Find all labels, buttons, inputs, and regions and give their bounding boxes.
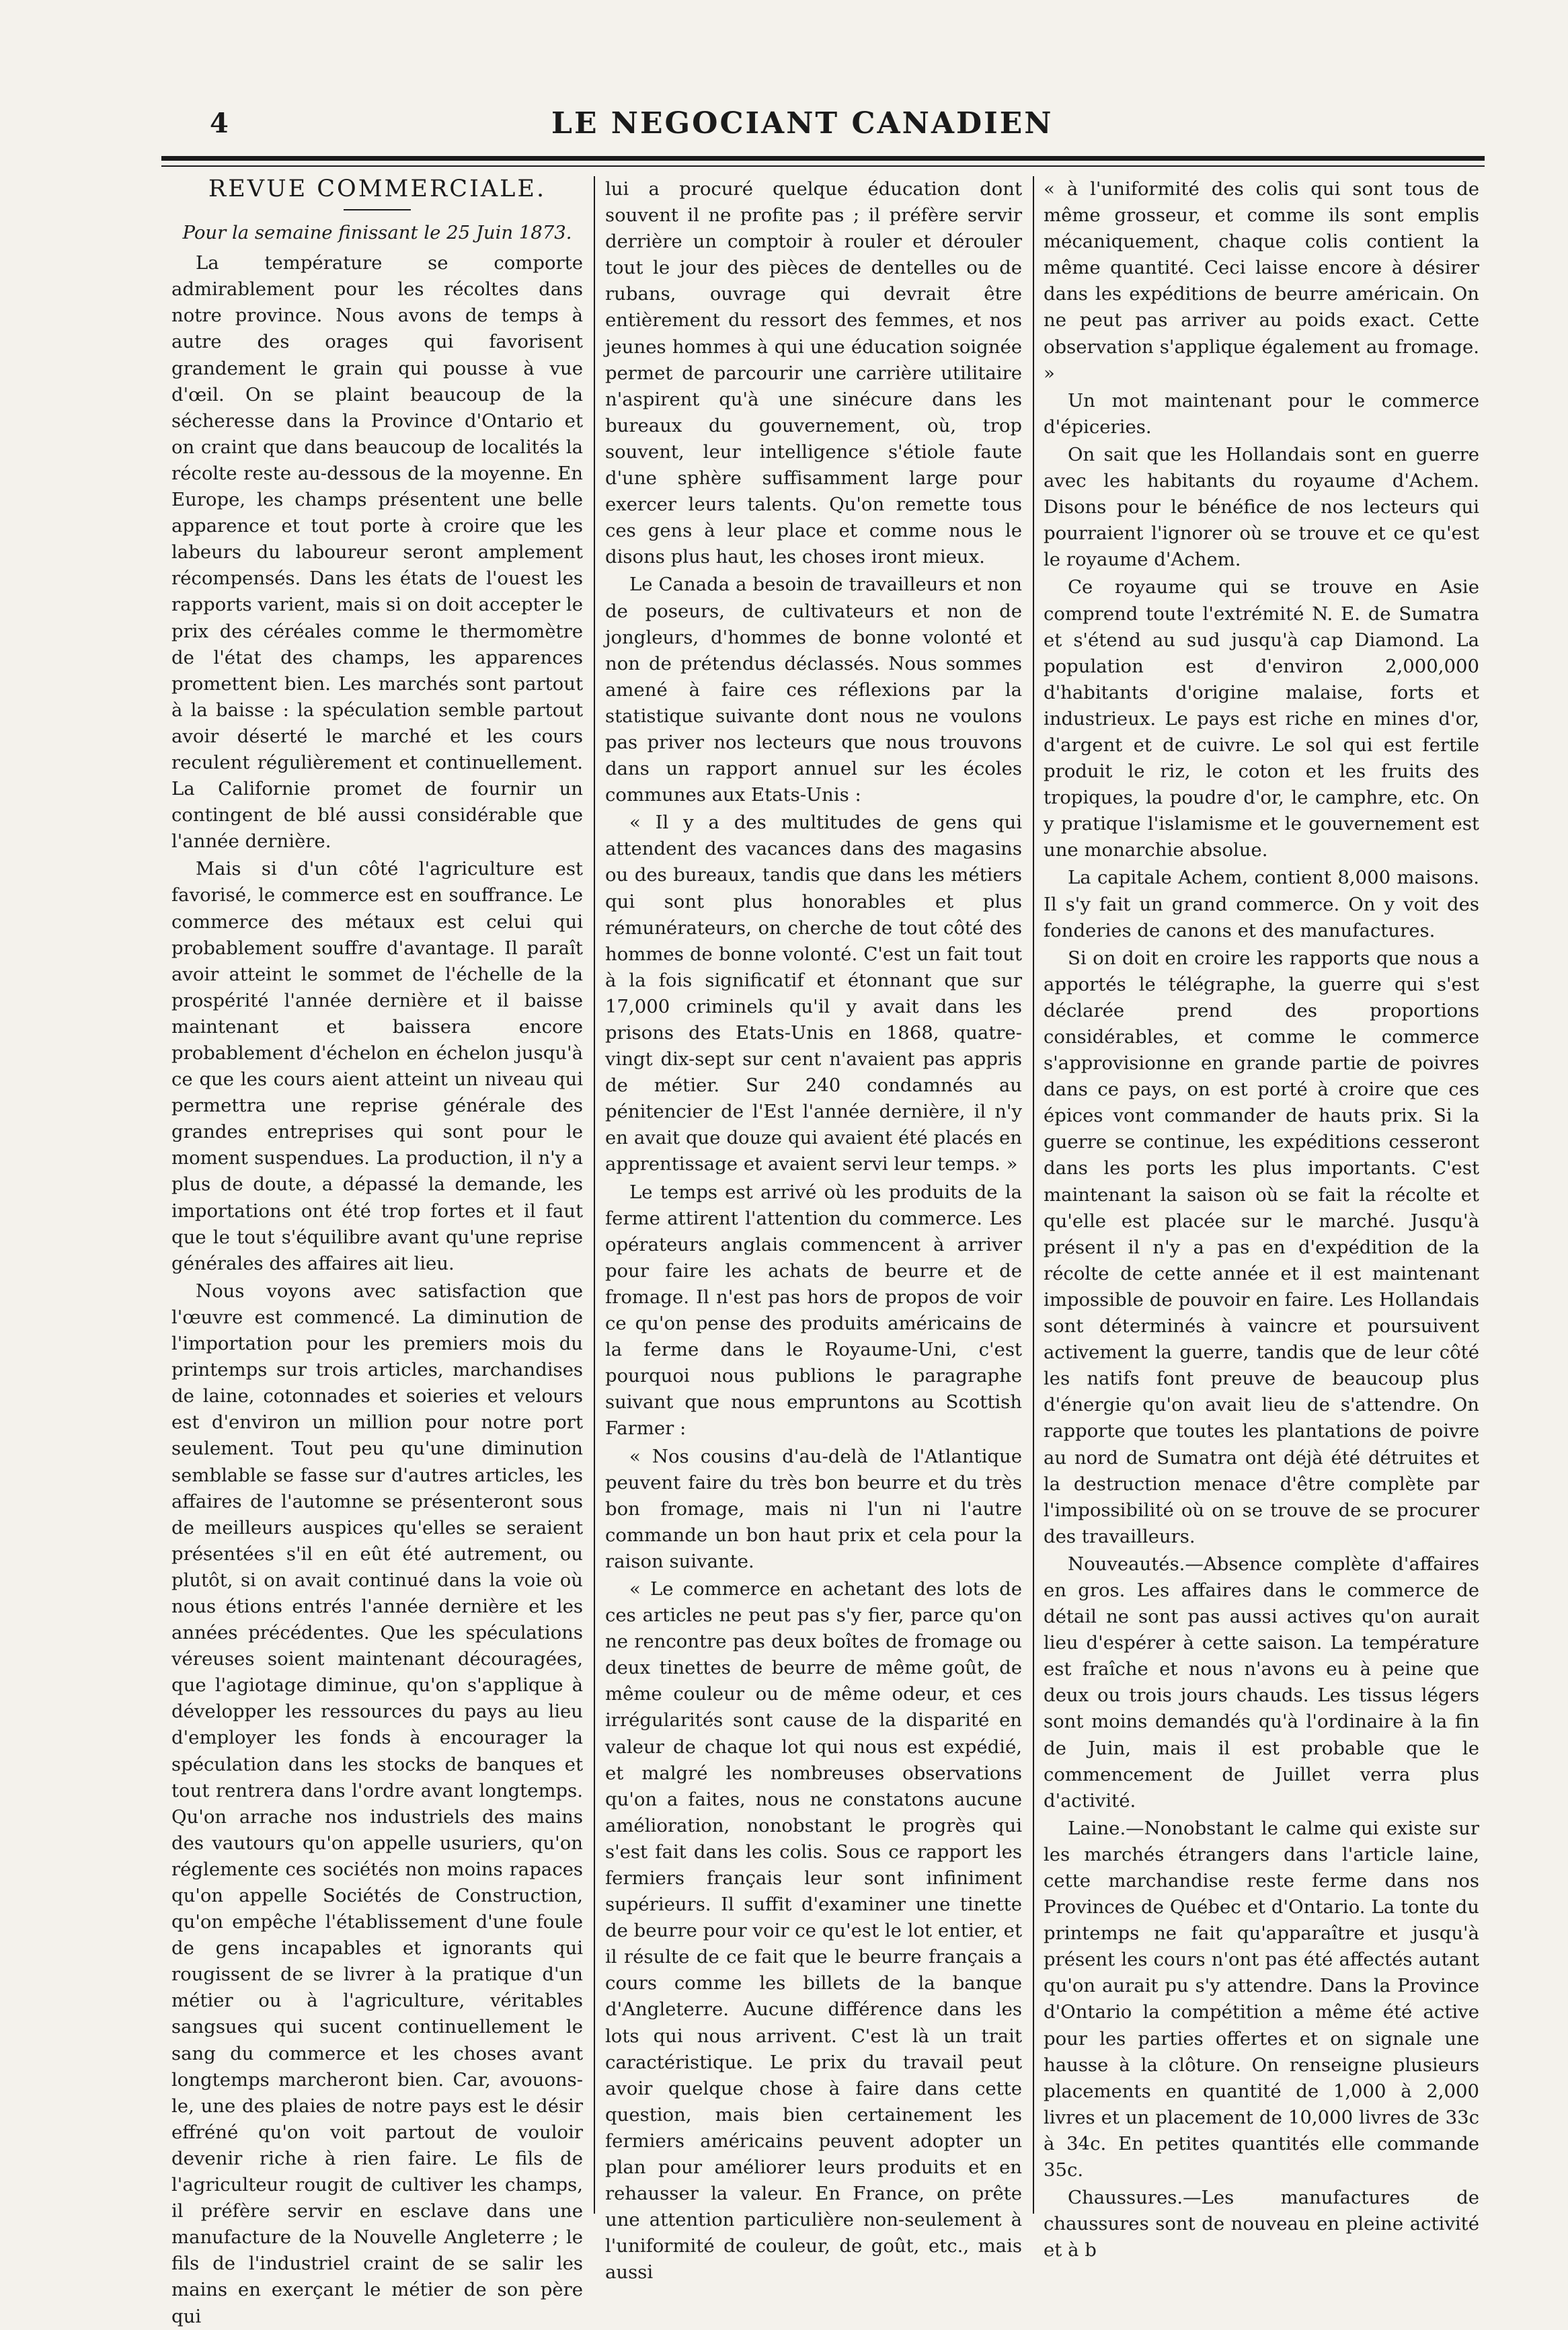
quote-paragraph: « Nos cousins d'au-delà de l'Atlantique peuvent faire du très bon beurre et du très bon fromage, mais ni l'un ni l'autre commande un bon haut prix et cela pour la raison suivante. (605, 1445, 1022, 1572)
paragraph: lui a procuré quelque éducation dont souvent il ne profite pas ; il préfère servir derrière un comptoir à rouler et dérouler tout le jour des pièces de dentelles ou de rubans, ouvrage qui devrait être entièrement du ressort des femmes, et nos jeunes hommes à qui une éducation soignée permet de parcourir une carrière utilitaire n'aspirent qu'à une sinécure dans les bureaux du gouvernement, où, trop souvent, leur intelligence s'étiole faute d'une sphère suffisamment large pour exercer leurs talents. Qu'on remette tous ces gens à leur place et comme nous le disons plus haut, les choses iront mieux. (605, 178, 1022, 568)
quote-paragraph: « Le commerce en achetant des lots de ces articles ne peut pas s'y fier, parce qu'on ne rencontre pas deux boîtes de fromage ou deux tinettes de beurre de même goût, de même couleur ou de même odeur, et ces irrégularités sont cause de la disparité en valeur de chaque lot qui nous est expédié, et malgré les nombreuses observations qu'on a faites, nous ne constatons aucune amélioration, nonobstant le progrès qui s'est fait dans les colis. Sous ce rapport les fermiers français leur sont infiniment supérieurs. Il suffit d'examiner une tinette de beurre pour voir ce qu'est le lot entier, et il résulte de ce fait que le beurre français a cours comme les billets de la banque d'Angleterre. Aucune différence dans les lots qui nous arrivent. C'est là un trait caractéristique. Le prix du travail peut avoir quelque chose à faire dans cette question, mais bien certainement les fermiers américains peuvent adopter un plan pour améliorer leurs produits et en rehausser la valeur. En France, on prête une attention particulière non-seulement à l'uniformité de couleur, de goût, etc., mais aussi (605, 1578, 1022, 2284)
column-1 (171, 176, 583, 2327)
paragraph: Nous voyons avec satisfaction que l'œuvre est commencé. La diminution de l'importation pour les premiers mois du printemps sur trois articles, marchandises de laine, cotonnades et soieries et velours est d'environ un million pour notre port seulement. Tout peu qu'une diminution semblable se fasse sur d'autres articles, les affaires de l'automne se présenteront sous de meilleurs auspices qu'elles se seraient présentées s'il en eût été autrement, ou plutôt, si on avait continué dans la voie où nous étions entrés l'année dernière et les années précédentes. Que les spéculations véreuses soient maintenant découragées, que l'agiotage diminue, qu'on s'applique à développer les ressources du pays au lieu d'employer les fonds à encourager la spéculation dans les stocks de banques et tout rentrera dans l'ordre avant longtemps. Qu'on arrache nos industriels des mains des vautours qu'on appelle usuriers, qu'on réglemente ces sociétés non moins rapaces qu'on appelle Sociétés de Construction, qu'on empêche l'établissement d'une foule de gens incapables et ignorants qui rougissent de se livrer à la pratique d'un métier ou à l'agriculture, véritables sangsues qui sucent continuellement le sang du commerce et les choses avant longtemps marcheront bien. Car, avouons-le, une des plaies de notre pays est le désir effréné qu'on voit partout de vouloir devenir riche à rien faire. Le fils de l'agriculteur rougit de cultiver les champs, il préfère servir en esclave dans une manufacture de la Nouvelle Angleterre ; le fils de l'industriel craint de se salir les mains en exerçant le métier de son père qui (171, 1280, 583, 2327)
title-rule (344, 209, 411, 210)
paragraph: La capitale Achem, contient 8,000 maisons. Il s'y fait un grand commerce. On y voit des fonderies de canons et des manufactures. (1044, 867, 1479, 941)
column-divider-1 (594, 176, 595, 2214)
paragraph: Le Canada a besoin de travailleurs et non de poseurs, de cultivateurs et non de jongleurs, d'hommes de bonne volonté et non de prétendus déclassés. Nous sommes amené à faire ces réflexions par la statistique suivante dont nous ne voulons pas priver nos lecteurs que nous trouvons dans un rapport annuel sur les écoles communes aux Etats-Unis : (605, 574, 1022, 806)
column-3 (1044, 176, 1479, 2261)
quote-paragraph: « Il y a des multitudes de gens qui attendent des vacances dans des magasins ou des bureaux, tandis que dans les métiers qui sont plus honorables et plus rémunérateurs, on cherche de tout côté des hommes de bonne volonté. C'est un fait tout à la fois significatif et étonnant que sur 17,000 criminels qu'il y avait dans les prisons des Etats-Unis en 1868, quatre-vingt dix-sept sur cent n'avaient pas appris de métier. Sur 240 condamnés au pénitencier de l'Est l'année dernière, il n'y en avait que douze qui avaient été placés en apprentissage et avaient servi leur temps. » (605, 812, 1022, 1175)
market-paragraph-nouveautes: Nouveautés.—Absence complète d'affaires en gros. Les affaires dans le commerce de détail ne sont pas aussi actives qu'on aurait lieu d'espérer à cette saison. La température est fraîche et nous n'avons eu à peine que deux ou trois jours chauds. Les tissus légers sont moins demandés qu'à l'ordinaire à la fin de Juin, mais il est probable que le commencement de Juillet verra plus d'activité. (1044, 1553, 1479, 1812)
paragraph: Le temps est arrivé où les produits de la ferme attirent l'attention du commerce. Les opérateurs anglais commencent à arriver pour faire les achats de beurre et de fromage. Il n'est pas hors de propos de voir ce qu'on pense des produits américains de la ferme dans le Royaume-Uni, c'est pourquoi nous publions le paragraphe suivant que nous empruntons au Scottish Farmer : (605, 1181, 1022, 1440)
masthead: LE NEGOCIANT CANADIEN (551, 106, 1054, 141)
paragraph: Un mot maintenant pour le commerce d'épiceries. (1044, 389, 1479, 438)
article-subtitle: Pour la semaine finissant le 25 Juin 1873. (182, 222, 572, 244)
market-paragraph-chaussures: Chaussures.—Les manufactures de chaussures sont de nouveau en pleine activité et à b (1044, 2187, 1479, 2261)
column-2 (605, 176, 1022, 2284)
header-rule-thin (161, 165, 1485, 167)
paragraph: La température se comporte admirablement pour les récoltes dans notre province. Nous avons de temps à autre des orages qui favorisent grandement le grain qui pousse à vue d'œil. On se plaint beaucoup de la sécheresse dans la Province d'Ontario et on craint que dans beaucoup de localités la récolte reste au-dessous de la moyenne. En Europe, les champs présentent une belle apparence et tout porte à croire que les labeurs du laboureur seront amplement récompensés. Dans les états de l'ouest les rapports varient, mais si on doit accepter le prix des céréales comme le thermomètre de l'état des champs, les apparences promettent bien. Les marchés sont partout à la baisse : la spéculation semble partout avoir déserté le marché et les cours reculent régulièrement et continuellement. La Californie promet de fournir un contingent de blé aussi considérable que l'année dernière. (171, 252, 583, 853)
paragraph: Ce royaume qui se trouve en Asie comprend toute l'extrémité N. E. de Sumatra et s'étend au sud jusqu'à cap Diamond. La population est d'environ 2,000,000 d'habitants d'origine malaise, forts et industrieux. Le pays est riche en mines d'or, d'argent et de cuivre. Le sol qui est fertile produit le riz, le coton et les fruits des tropiques, la poudre d'or, le camphre, etc. On y pratique l'islamisme et le gouvernement est une monarchie absolue. (1044, 576, 1479, 861)
market-paragraph-laine: Laine.—Nonobstant le calme qui existe sur les marchés étrangers dans l'article laine, cette marchandise reste ferme dans nos Provinces de Québec et d'Ontario. La tonte du printemps ne fait qu'apparaître et jusqu'à présent les cours n'ont pas été affectés autant qu'on aurait pu s'y attendre. Dans la Province d'Ontario la compétition a même été active pour les parties offertes et on signale une hausse à la clôture. On renseigne plusieurs placements en quantité de 1,000 à 2,000 livres et un placement de 10,000 livres de 33c à 34c. En petites quantités elle commande 35c. (1044, 1817, 1479, 2181)
article-title: REVUE COMMERCIALE. (208, 176, 547, 202)
column-divider-2 (1033, 176, 1034, 2214)
header-rule-thick (161, 156, 1485, 161)
paragraph: Si on doit en croire les rapports que nous a apportés le télégraphe, la guerre qui s'est déclarée prend des proportions considérables, et comme le commerce s'approvisionne en grande partie de poivres dans ce pays, on est porté à croire que ces épices vont commander de hauts prix. Si la guerre se continue, les expéditions cesseront dans les ports les plus importants. C'est maintenant la saison où se fait la récolte et qu'elle est placée sur le marché. Jusqu'à présent il n'y a pas en d'expédition de la récolte de cette année et il est maintenant impossible de pouvoir en faire. Les Hollandais sont déterminés à vaincre et poursuivent activement la guerre, tandis que de leur côté les natifs font preuve de beaucoup plus d'énergie qu'on avait lieu de s'attendre. On rapporte que toutes les plantations de poivre au nord de Sumatra ont déjà été détruites et la destruction menace d'être complète par l'impossibilité où on se trouve de se procurer des travailleurs. (1044, 947, 1479, 1547)
paragraph: On sait que les Hollandais sont en guerre avec les habitants du royaume d'Achem. Disons pour le bénéfice de nos lecteurs qui pourraient l'ignorer où se trouve et ce qu'est le royaume d'Achem. (1044, 443, 1479, 571)
paragraph: Mais si d'un côté l'agriculture est favorisé, le commerce est en souffrance. Le commerce des métaux est celui qui probablement souffre d'avantage. Il paraît avoir atteint le sommet de l'échelle de la prospérité l'année dernière et il baisse maintenant et baissera encore probablement d'échelon en échelon jusqu'à ce que les cours aient atteint un niveau qui permettra une reprise générale des grandes entreprises qui sont pour le moment suspendues. La production, il n'y a plus de doute, a dépassé la demande, les importations ont été trop fortes et il faut que le tout s'équilibre avant qu'une reprise générales des affaires ait lieu. (171, 858, 583, 1274)
quote-paragraph: « à l'uniformité des colis qui sont tous de même grosseur, et comme ils sont emplis mécaniquement, chaque colis contient la même quantité. Ceci laisse encore à désirer dans les expéditions de beurre américain. On ne peut pas arriver au poids exact. Cette observation s'applique également au fromage. » (1044, 178, 1479, 384)
page-number: 4 (210, 108, 229, 139)
